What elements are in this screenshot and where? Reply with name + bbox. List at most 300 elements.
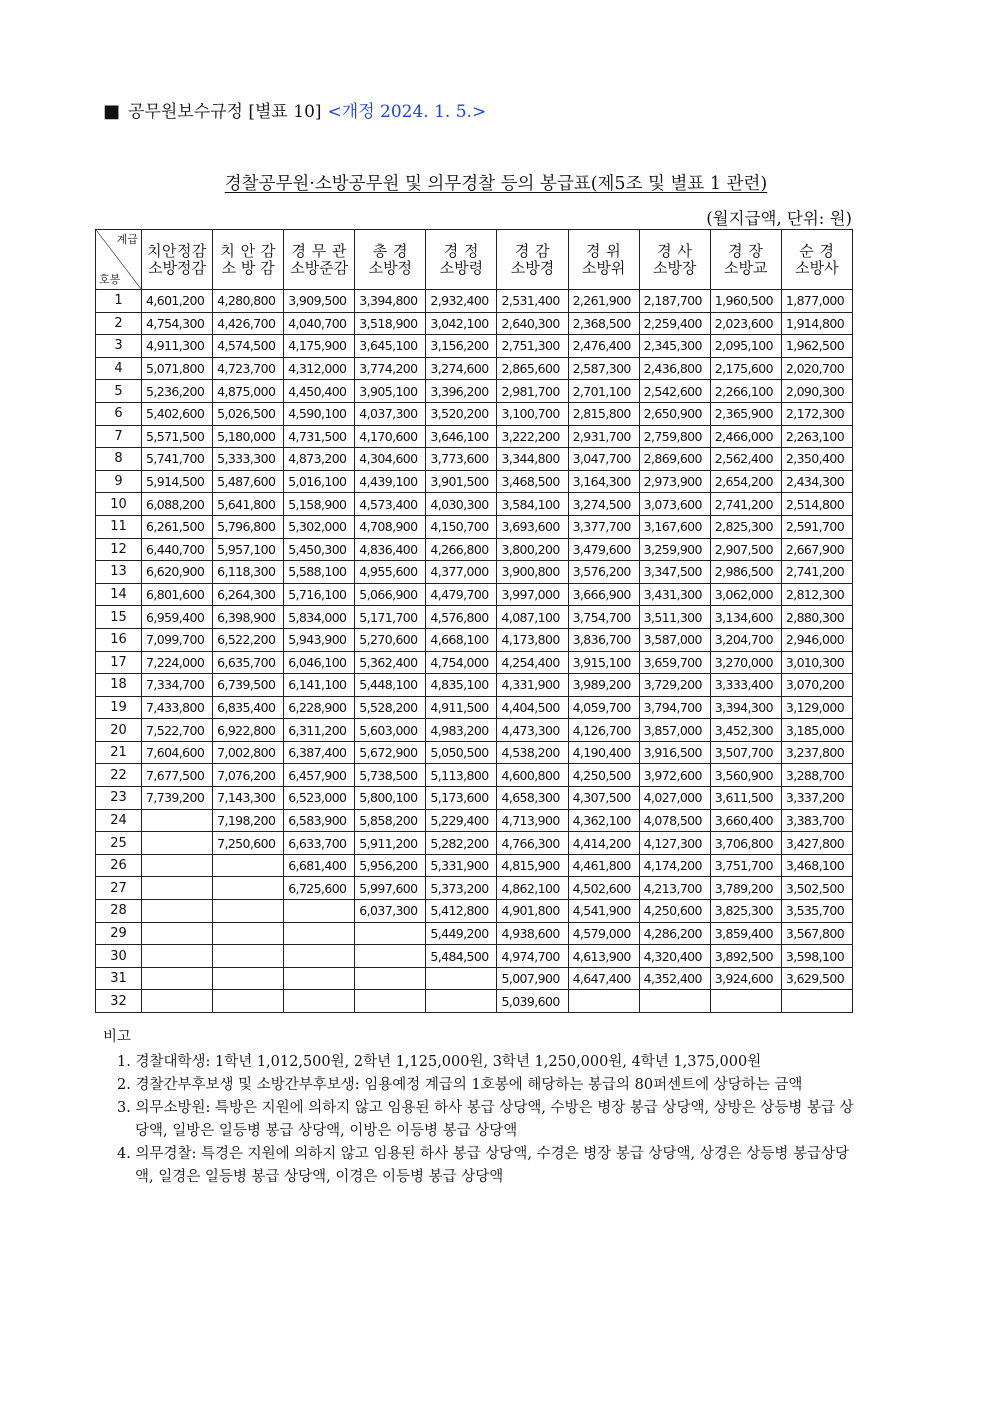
- salary-cell: 3,396,200: [426, 380, 497, 403]
- salary-cell: [781, 990, 852, 1013]
- grade-header: [568, 230, 639, 290]
- salary-cell: 3,164,300: [568, 470, 639, 493]
- salary-cell: 7,522,700: [142, 719, 213, 742]
- salary-cell: 2,476,400: [568, 335, 639, 358]
- table-row: [96, 606, 853, 629]
- salary-cell: 5,914,500: [142, 470, 213, 493]
- step-cell: 21: [96, 741, 142, 764]
- salary-cell: 6,088,200: [142, 493, 213, 516]
- salary-cell: 3,010,300: [781, 651, 852, 674]
- salary-cell: 3,924,600: [710, 967, 781, 990]
- salary-cell: 2,368,500: [568, 312, 639, 335]
- salary-cell: 4,173,800: [497, 628, 568, 651]
- salary-cell: 3,062,000: [710, 583, 781, 606]
- step-cell: 7: [96, 425, 142, 448]
- salary-cell: 5,484,500: [426, 945, 497, 968]
- salary-cell: [213, 877, 284, 900]
- step-cell: 6: [96, 402, 142, 425]
- salary-cell: 2,741,200: [710, 493, 781, 516]
- salary-cell: 6,725,600: [284, 877, 355, 900]
- table-row: [96, 402, 853, 425]
- salary-cell: 4,538,200: [497, 741, 568, 764]
- table-row: [96, 561, 853, 584]
- salary-cell: 4,754,000: [426, 651, 497, 674]
- step-cell: 29: [96, 922, 142, 945]
- salary-cell: 7,604,600: [142, 741, 213, 764]
- salary-cell: 3,836,700: [568, 628, 639, 651]
- salary-cell: 2,266,100: [710, 380, 781, 403]
- salary-cell: 3,042,100: [426, 312, 497, 335]
- salary-cell: 4,362,100: [568, 809, 639, 832]
- salary-cell: [355, 967, 426, 990]
- salary-cell: 5,603,000: [355, 719, 426, 742]
- salary-cell: [284, 990, 355, 1013]
- salary-cell: 3,073,600: [639, 493, 710, 516]
- unit-label: (월지급액, 단위: 원): [706, 209, 852, 228]
- salary-cell: 3,915,100: [568, 651, 639, 674]
- note-item: 1. 경찰대학생: 1학년 1,012,500원, 2학년 1,125,000원, 3학년 1,250,000원, 4학년 1,375,000원: [117, 1054, 762, 1070]
- salary-cell: 3,916,500: [639, 741, 710, 764]
- corner-grade-label: 계급: [116, 233, 138, 246]
- fire-grade-label: 소방령: [439, 258, 484, 277]
- salary-cell: 3,751,700: [710, 854, 781, 877]
- table-row: [96, 741, 853, 764]
- police-grade-label: 경 사: [657, 241, 693, 260]
- note-item: 2. 경찰간부후보생 및 소방간부후보생: 임용예정 계급의 1호봉에 해당하는 봉급의 80퍼센트에 상당하는 금액: [117, 1077, 803, 1093]
- salary-cell: 6,620,900: [142, 561, 213, 584]
- salary-cell: 2,946,000: [781, 628, 852, 651]
- salary-cell: 3,344,800: [497, 448, 568, 471]
- salary-cell: 4,250,600: [639, 900, 710, 923]
- salary-cell: 6,046,100: [284, 651, 355, 674]
- salary-cell: 4,286,200: [639, 922, 710, 945]
- salary-cell: 5,943,900: [284, 628, 355, 651]
- salary-cell: 3,611,500: [710, 787, 781, 810]
- salary-cell: [213, 922, 284, 945]
- notes-section: [103, 1026, 863, 1189]
- salary-cell: 2,187,700: [639, 290, 710, 313]
- salary-cell: 6,118,300: [213, 561, 284, 584]
- salary-cell: 4,668,100: [426, 628, 497, 651]
- salary-cell: 4,938,600: [497, 922, 568, 945]
- step-cell: 24: [96, 809, 142, 832]
- salary-cell: 4,307,500: [568, 787, 639, 810]
- salary-cell: 6,261,500: [142, 515, 213, 538]
- salary-cell: 7,334,700: [142, 674, 213, 697]
- salary-cell: 3,347,500: [639, 561, 710, 584]
- police-grade-label: 경 감: [514, 241, 551, 260]
- table-row: [96, 425, 853, 448]
- salary-cell: 3,502,500: [781, 877, 852, 900]
- salary-cell: 6,522,200: [213, 628, 284, 651]
- salary-cell: 4,439,100: [355, 470, 426, 493]
- salary-cell: 4,027,000: [639, 787, 710, 810]
- salary-cell: 3,270,000: [710, 651, 781, 674]
- salary-cell: 7,739,200: [142, 787, 213, 810]
- salary-cell: [213, 945, 284, 968]
- salary-cell: 5,236,200: [142, 380, 213, 403]
- salary-cell: 4,983,200: [426, 719, 497, 742]
- salary-cell: 5,007,900: [497, 967, 568, 990]
- salary-cell: 6,681,400: [284, 854, 355, 877]
- salary-cell: 2,020,700: [781, 357, 852, 380]
- salary-cell: 4,377,000: [426, 561, 497, 584]
- salary-cell: 5,956,200: [355, 854, 426, 877]
- regulation-heading: [103, 97, 486, 122]
- salary-cell: [142, 877, 213, 900]
- salary-cell: 3,156,200: [426, 335, 497, 358]
- salary-cell: 5,858,200: [355, 809, 426, 832]
- table-row: [96, 967, 853, 990]
- table-title: [0, 170, 992, 195]
- grade-header: [639, 230, 710, 290]
- salary-cell: 3,520,200: [426, 402, 497, 425]
- salary-cell: 4,875,000: [213, 380, 284, 403]
- salary-cell: 4,150,700: [426, 515, 497, 538]
- step-cell: 12: [96, 538, 142, 561]
- salary-cell: 3,859,400: [710, 922, 781, 945]
- salary-cell: 4,352,400: [639, 967, 710, 990]
- grade-header: [710, 230, 781, 290]
- step-cell: 17: [96, 651, 142, 674]
- salary-cell: 7,433,800: [142, 696, 213, 719]
- salary-cell: 6,523,000: [284, 787, 355, 810]
- salary-cell: 2,562,400: [710, 448, 781, 471]
- fire-grade-label: 소 방 감: [221, 258, 275, 277]
- table-row: [96, 854, 853, 877]
- note-item: 4. 의무경찰: 특경은 지원에 의하지 않고 임용된 하사 봉급 상당액, 수경은 병장 봉급 상당액, 상경은 상등병 봉급상당액, 일경은 일등병 봉급 상당액, 이경은 이등병 봉급 상당액: [117, 1146, 849, 1185]
- salary-cell: 3,693,600: [497, 515, 568, 538]
- salary-cell: 3,479,600: [568, 538, 639, 561]
- salary-cell: 4,250,500: [568, 764, 639, 787]
- salary-cell: 2,741,200: [781, 561, 852, 584]
- fire-grade-label: 소방준감: [290, 258, 349, 277]
- salary-cell: 3,377,700: [568, 515, 639, 538]
- salary-cell: [284, 945, 355, 968]
- salary-cell: 2,880,300: [781, 606, 852, 629]
- salary-cell: 3,237,800: [781, 741, 852, 764]
- salary-cell: 3,645,100: [355, 335, 426, 358]
- salary-cell: 5,026,500: [213, 402, 284, 425]
- salary-cell: 3,274,500: [568, 493, 639, 516]
- police-grade-label: 경 위: [585, 241, 622, 260]
- salary-cell: [142, 854, 213, 877]
- salary-cell: 4,600,800: [497, 764, 568, 787]
- salary-cell: 5,362,400: [355, 651, 426, 674]
- salary-cell: 4,836,400: [355, 538, 426, 561]
- salary-cell: 5,834,000: [284, 606, 355, 629]
- salary-cell: 2,090,300: [781, 380, 852, 403]
- salary-cell: 7,143,300: [213, 787, 284, 810]
- salary-cell: 5,800,100: [355, 787, 426, 810]
- salary-cell: 6,440,700: [142, 538, 213, 561]
- grade-header: [355, 230, 426, 290]
- step-cell: 8: [96, 448, 142, 471]
- step-cell: 14: [96, 583, 142, 606]
- table-row: [96, 990, 853, 1013]
- salary-cell: 3,997,000: [497, 583, 568, 606]
- salary-cell: [639, 990, 710, 1013]
- note-item: 3. 의무소방원: 특방은 지원에 의하지 않고 임용된 하사 봉급 상당액, 수방은 병장 봉급 상당액, 상방은 상등병 봉급 상당액, 일방은 일등병 봉급 상당액, 이방은 이등병 봉급 상당액: [117, 1100, 854, 1139]
- notes-title: 비고: [103, 1029, 132, 1045]
- salary-cell: 4,404,500: [497, 696, 568, 719]
- table-row: [96, 900, 853, 923]
- step-cell: 16: [96, 628, 142, 651]
- table-row: [96, 922, 853, 945]
- salary-cell: 7,076,200: [213, 764, 284, 787]
- salary-cell: 3,100,700: [497, 402, 568, 425]
- salary-cell: 4,873,200: [284, 448, 355, 471]
- salary-cell: 6,264,300: [213, 583, 284, 606]
- salary-cell: 3,047,700: [568, 448, 639, 471]
- salary-cell: 5,270,600: [355, 628, 426, 651]
- pay-table: [95, 229, 853, 1013]
- salary-cell: 2,436,800: [639, 357, 710, 380]
- salary-cell: 3,576,200: [568, 561, 639, 584]
- salary-cell: 2,095,100: [710, 335, 781, 358]
- salary-cell: 4,713,900: [497, 809, 568, 832]
- salary-cell: 4,911,500: [426, 696, 497, 719]
- salary-cell: 5,741,700: [142, 448, 213, 471]
- step-cell: 10: [96, 493, 142, 516]
- salary-cell: 2,466,000: [710, 425, 781, 448]
- salary-cell: 3,666,900: [568, 583, 639, 606]
- salary-cell: 3,511,300: [639, 606, 710, 629]
- salary-cell: 3,857,000: [639, 719, 710, 742]
- salary-cell: 3,222,200: [497, 425, 568, 448]
- step-cell: 22: [96, 764, 142, 787]
- salary-cell: 4,331,900: [497, 674, 568, 697]
- salary-cell: 4,955,600: [355, 561, 426, 584]
- table-row: [96, 945, 853, 968]
- salary-cell: 3,337,200: [781, 787, 852, 810]
- salary-cell: 4,862,100: [497, 877, 568, 900]
- salary-cell: 4,901,800: [497, 900, 568, 923]
- salary-cell: [284, 900, 355, 923]
- salary-cell: 4,170,600: [355, 425, 426, 448]
- step-cell: 18: [96, 674, 142, 697]
- police-grade-label: 경 정: [443, 241, 480, 260]
- salary-cell: 2,434,300: [781, 470, 852, 493]
- salary-cell: 3,789,200: [710, 877, 781, 900]
- grade-header: [213, 230, 284, 290]
- salary-cell: 4,911,300: [142, 335, 213, 358]
- salary-cell: 4,502,600: [568, 877, 639, 900]
- salary-cell: 4,723,700: [213, 357, 284, 380]
- police-grade-label: 치 안 감: [220, 241, 276, 260]
- table-row: [96, 493, 853, 516]
- salary-cell: [142, 900, 213, 923]
- salary-cell: 3,134,600: [710, 606, 781, 629]
- grade-header: [426, 230, 497, 290]
- salary-cell: [142, 809, 213, 832]
- salary-cell: 2,907,500: [710, 538, 781, 561]
- salary-cell: 3,535,700: [781, 900, 852, 923]
- salary-cell: 2,865,600: [497, 357, 568, 380]
- salary-cell: 4,059,700: [568, 696, 639, 719]
- salary-cell: 4,037,300: [355, 402, 426, 425]
- salary-cell: 4,766,300: [497, 832, 568, 855]
- salary-cell: 3,598,100: [781, 945, 852, 968]
- regulation-name: 공무원보수규정 [별표 10]: [128, 102, 322, 122]
- salary-cell: 5,050,500: [426, 741, 497, 764]
- salary-cell: 2,869,600: [639, 448, 710, 471]
- salary-cell: [142, 832, 213, 855]
- salary-cell: 7,198,200: [213, 809, 284, 832]
- salary-cell: 5,158,900: [284, 493, 355, 516]
- salary-cell: 4,658,300: [497, 787, 568, 810]
- salary-cell: 3,129,000: [781, 696, 852, 719]
- salary-cell: 6,922,800: [213, 719, 284, 742]
- table-row: [96, 470, 853, 493]
- salary-cell: 3,773,600: [426, 448, 497, 471]
- salary-cell: 3,204,700: [710, 628, 781, 651]
- salary-cell: 2,591,700: [781, 515, 852, 538]
- salary-cell: 2,751,300: [497, 335, 568, 358]
- salary-cell: 2,514,800: [781, 493, 852, 516]
- salary-cell: [710, 990, 781, 1013]
- salary-cell: [213, 900, 284, 923]
- salary-cell: 3,560,900: [710, 764, 781, 787]
- salary-cell: 7,224,000: [142, 651, 213, 674]
- salary-cell: 5,066,900: [355, 583, 426, 606]
- table-row: [96, 832, 853, 855]
- salary-cell: 4,320,400: [639, 945, 710, 968]
- grade-header: [142, 230, 213, 290]
- salary-cell: 3,729,200: [639, 674, 710, 697]
- title-suffix: (제5조 및 별표 1 관련): [590, 174, 768, 194]
- salary-cell: 4,473,300: [497, 719, 568, 742]
- salary-cell: 6,583,900: [284, 809, 355, 832]
- step-cell: 9: [96, 470, 142, 493]
- table-row: [96, 787, 853, 810]
- salary-cell: 7,250,600: [213, 832, 284, 855]
- salary-cell: 5,412,800: [426, 900, 497, 923]
- step-cell: 11: [96, 515, 142, 538]
- salary-cell: 3,892,500: [710, 945, 781, 968]
- step-cell: 27: [96, 877, 142, 900]
- salary-cell: 4,304,600: [355, 448, 426, 471]
- square-bullet-icon: ■: [103, 101, 121, 122]
- table-row: [96, 380, 853, 403]
- salary-cell: 4,280,800: [213, 290, 284, 313]
- table-row: [96, 696, 853, 719]
- table-row: [96, 357, 853, 380]
- fire-grade-label: 소방정감: [148, 258, 207, 277]
- police-grade-label: 총 경: [372, 241, 408, 260]
- salary-cell: 2,023,600: [710, 312, 781, 335]
- step-cell: 15: [96, 606, 142, 629]
- fire-grade-label: 소방사: [795, 258, 839, 277]
- salary-cell: 3,383,700: [781, 809, 852, 832]
- salary-cell: 4,126,700: [568, 719, 639, 742]
- salary-cell: 2,825,300: [710, 515, 781, 538]
- salary-cell: 5,282,200: [426, 832, 497, 855]
- salary-cell: 6,228,900: [284, 696, 355, 719]
- table-row: [96, 628, 853, 651]
- salary-cell: 4,574,500: [213, 335, 284, 358]
- salary-cell: 1,960,500: [710, 290, 781, 313]
- salary-cell: [142, 922, 213, 945]
- step-cell: 5: [96, 380, 142, 403]
- salary-cell: 4,601,200: [142, 290, 213, 313]
- salary-cell: 5,016,100: [284, 470, 355, 493]
- salary-cell: 2,640,300: [497, 312, 568, 335]
- salary-cell: 4,213,700: [639, 877, 710, 900]
- salary-cell: 2,350,400: [781, 448, 852, 471]
- salary-cell: 5,487,600: [213, 470, 284, 493]
- corner-cell: [96, 230, 142, 290]
- salary-cell: 4,590,100: [284, 402, 355, 425]
- salary-cell: 2,932,400: [426, 290, 497, 313]
- salary-cell: 5,333,300: [213, 448, 284, 471]
- salary-cell: 3,584,100: [497, 493, 568, 516]
- salary-cell: 4,815,900: [497, 854, 568, 877]
- step-cell: 4: [96, 357, 142, 380]
- salary-cell: 3,909,500: [284, 290, 355, 313]
- salary-cell: [426, 967, 497, 990]
- salary-cell: 3,259,900: [639, 538, 710, 561]
- salary-cell: [142, 967, 213, 990]
- salary-cell: 4,087,100: [497, 606, 568, 629]
- salary-cell: 5,373,200: [426, 877, 497, 900]
- salary-cell: 5,957,100: [213, 538, 284, 561]
- salary-cell: 4,040,700: [284, 312, 355, 335]
- grade-header: [284, 230, 355, 290]
- salary-cell: 5,528,200: [355, 696, 426, 719]
- salary-cell: 5,796,800: [213, 515, 284, 538]
- salary-cell: 2,667,900: [781, 538, 852, 561]
- salary-cell: 3,288,700: [781, 764, 852, 787]
- table-row: [96, 290, 853, 313]
- salary-cell: 5,450,300: [284, 538, 355, 561]
- salary-cell: 6,835,400: [213, 696, 284, 719]
- salary-cell: 3,567,800: [781, 922, 852, 945]
- salary-cell: 3,800,200: [497, 538, 568, 561]
- step-cell: 20: [96, 719, 142, 742]
- salary-cell: 5,173,600: [426, 787, 497, 810]
- salary-cell: 2,931,700: [568, 425, 639, 448]
- salary-cell: 6,739,500: [213, 674, 284, 697]
- table-row: [96, 809, 853, 832]
- salary-cell: 1,962,500: [781, 335, 852, 358]
- salary-cell: 6,959,400: [142, 606, 213, 629]
- salary-cell: 3,659,700: [639, 651, 710, 674]
- table-row: [96, 764, 853, 787]
- salary-cell: 2,981,700: [497, 380, 568, 403]
- salary-cell: 5,039,600: [497, 990, 568, 1013]
- salary-cell: 4,461,800: [568, 854, 639, 877]
- salary-cell: [213, 967, 284, 990]
- grade-header: [781, 230, 852, 290]
- header-row: [96, 230, 853, 290]
- salary-cell: 2,650,900: [639, 402, 710, 425]
- salary-cell: 4,030,300: [426, 493, 497, 516]
- salary-cell: 3,427,800: [781, 832, 852, 855]
- table-row: [96, 538, 853, 561]
- notes-list: [103, 1051, 863, 1189]
- salary-cell: 7,099,700: [142, 628, 213, 651]
- salary-cell: 5,738,500: [355, 764, 426, 787]
- salary-cell: 4,835,100: [426, 674, 497, 697]
- salary-cell: 4,541,900: [568, 900, 639, 923]
- salary-cell: 4,974,700: [497, 945, 568, 968]
- step-cell: 13: [96, 561, 142, 584]
- fire-grade-label: 소방장: [652, 258, 697, 277]
- grade-header: [497, 230, 568, 290]
- salary-cell: 2,973,900: [639, 470, 710, 493]
- salary-cell: 3,468,500: [497, 470, 568, 493]
